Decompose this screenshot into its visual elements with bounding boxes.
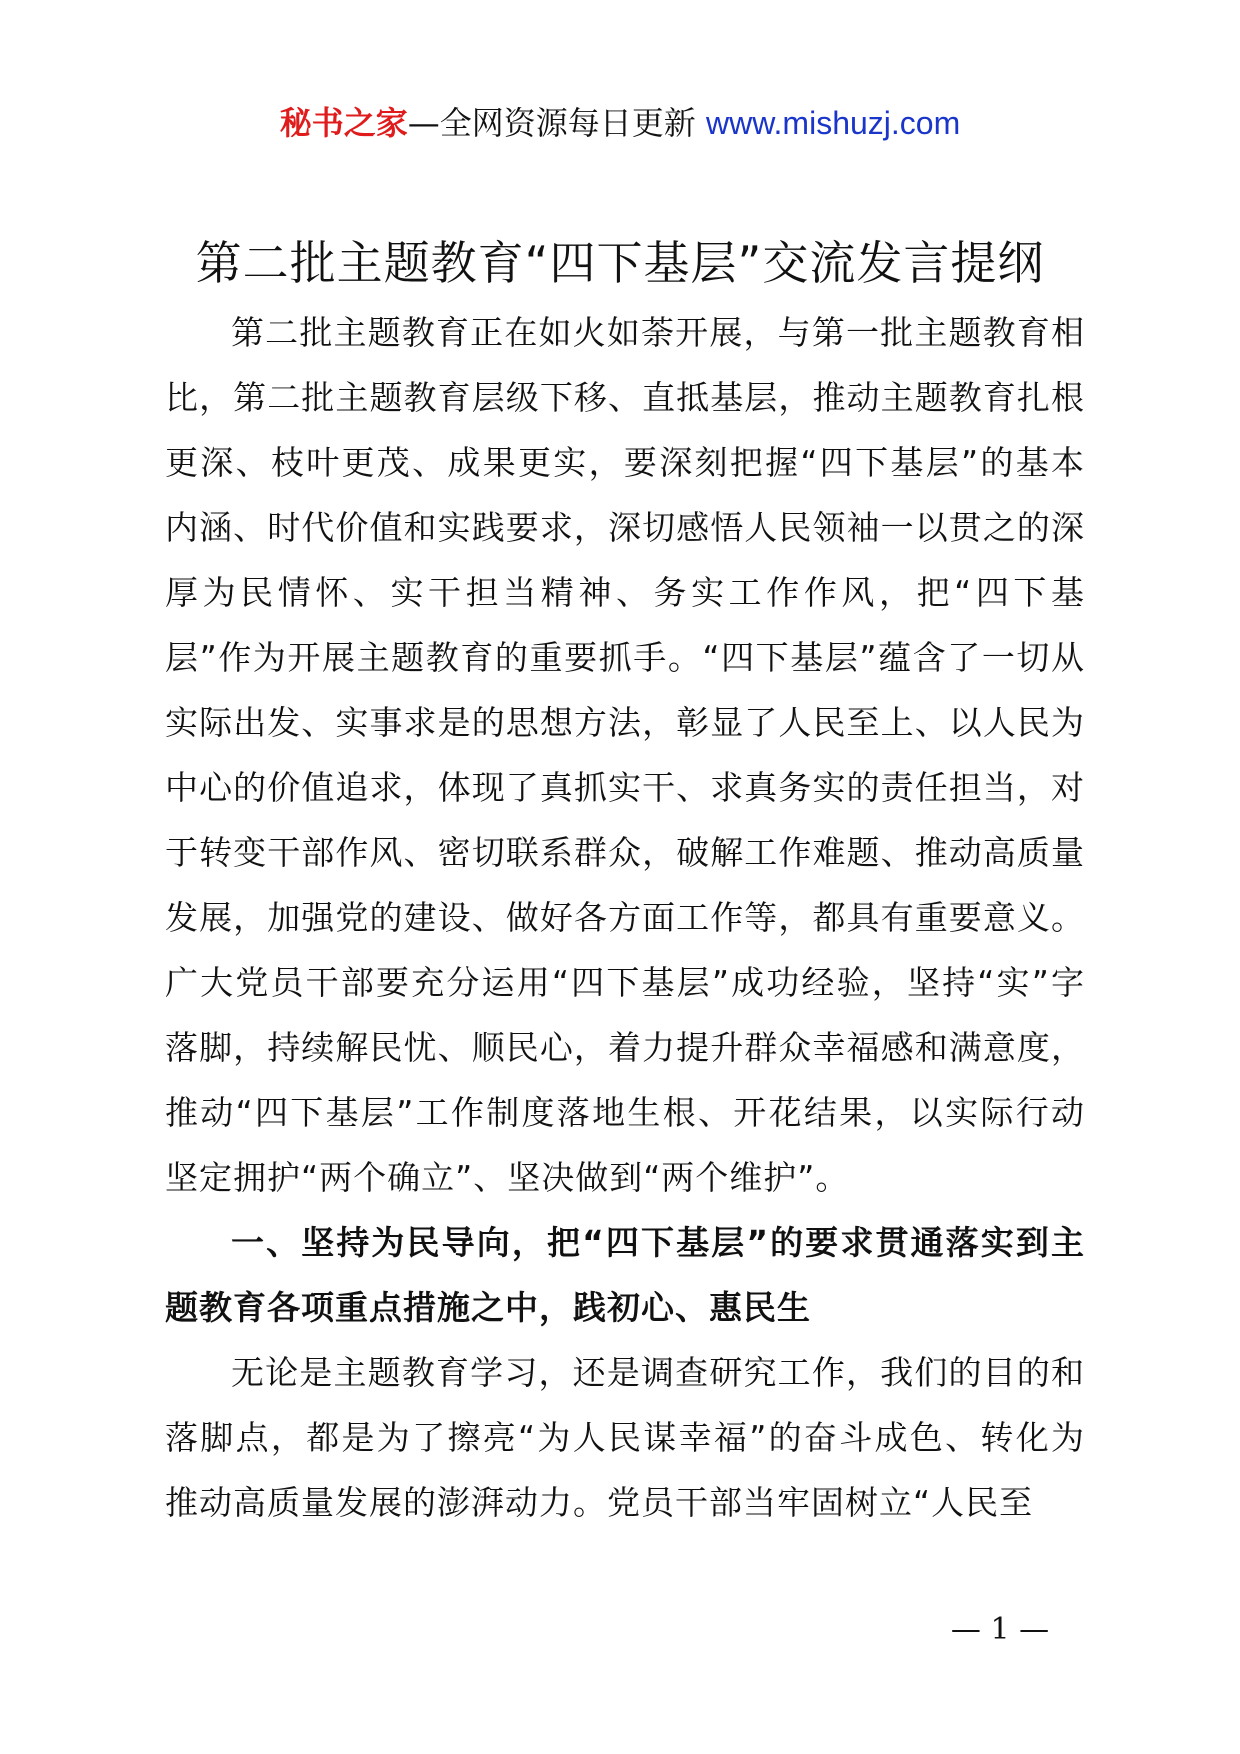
body-paragraph: 无论是主题教育学习，还是调查研究工作，我们的目的和落脚点，都是为了擦亮“为人民谋幸福”的奋斗成色、转化为推动高质量发展的澎湃动力。党员干部当牢固树立“人民至 [165,1353,1085,1522]
site-url-link[interactable]: www.mishuzj.com [705,105,961,141]
document-body [165,300,1085,1535]
document-title: 第二批主题教育“四下基层”交流发言提纲 [195,236,1045,290]
site-slogan: —全网资源每日更新 [407,104,696,142]
site-brand: 秘书之家 [279,104,408,142]
site-header [0,98,1240,148]
section-heading: 一、坚持为民导向，把“四下基层”的要求贯通落实到主题教育各项重点措施之中，践初心、惠民生 [165,1223,1085,1327]
page-number: — 1 — [950,1612,1050,1647]
body-paragraph: 第二批主题教育正在如火如荼开展，与第一批主题教育相比，第二批主题教育层级下移、直抵基层，推动主题教育扎根更深、枝叶更茂、成果更实，要深刻把握“四下基层”的基本内涵、时代价值和实践要求，深切感悟人民领袖一以贯之的深厚为民情怀、实干担当精神、务实工作作风，把“四下基层”作为开展主题教育的重要抓手。“四下基层”蕴含了一切从实际出发、实事求是的思想方法，彰显了人民至上、以人民为中心的价值追求，体现了真抓实干、求真务实的责任担当，对于转变干部作风、密切联系群众，破解工作难题、推动高质量发展，加强党的建设、做好各方面工作等，都具有重要意义。广大党员干部要充分运用“四下基层”成功经验，坚持“实”字落脚，持续解民忧、顺民心，着力提升群众幸福感和满意度，推动“四下基层”工作制度落地生根、开花结果，以实际行动坚定拥护“两个确立”、坚决做到“两个维护”。 [165,313,1085,1197]
